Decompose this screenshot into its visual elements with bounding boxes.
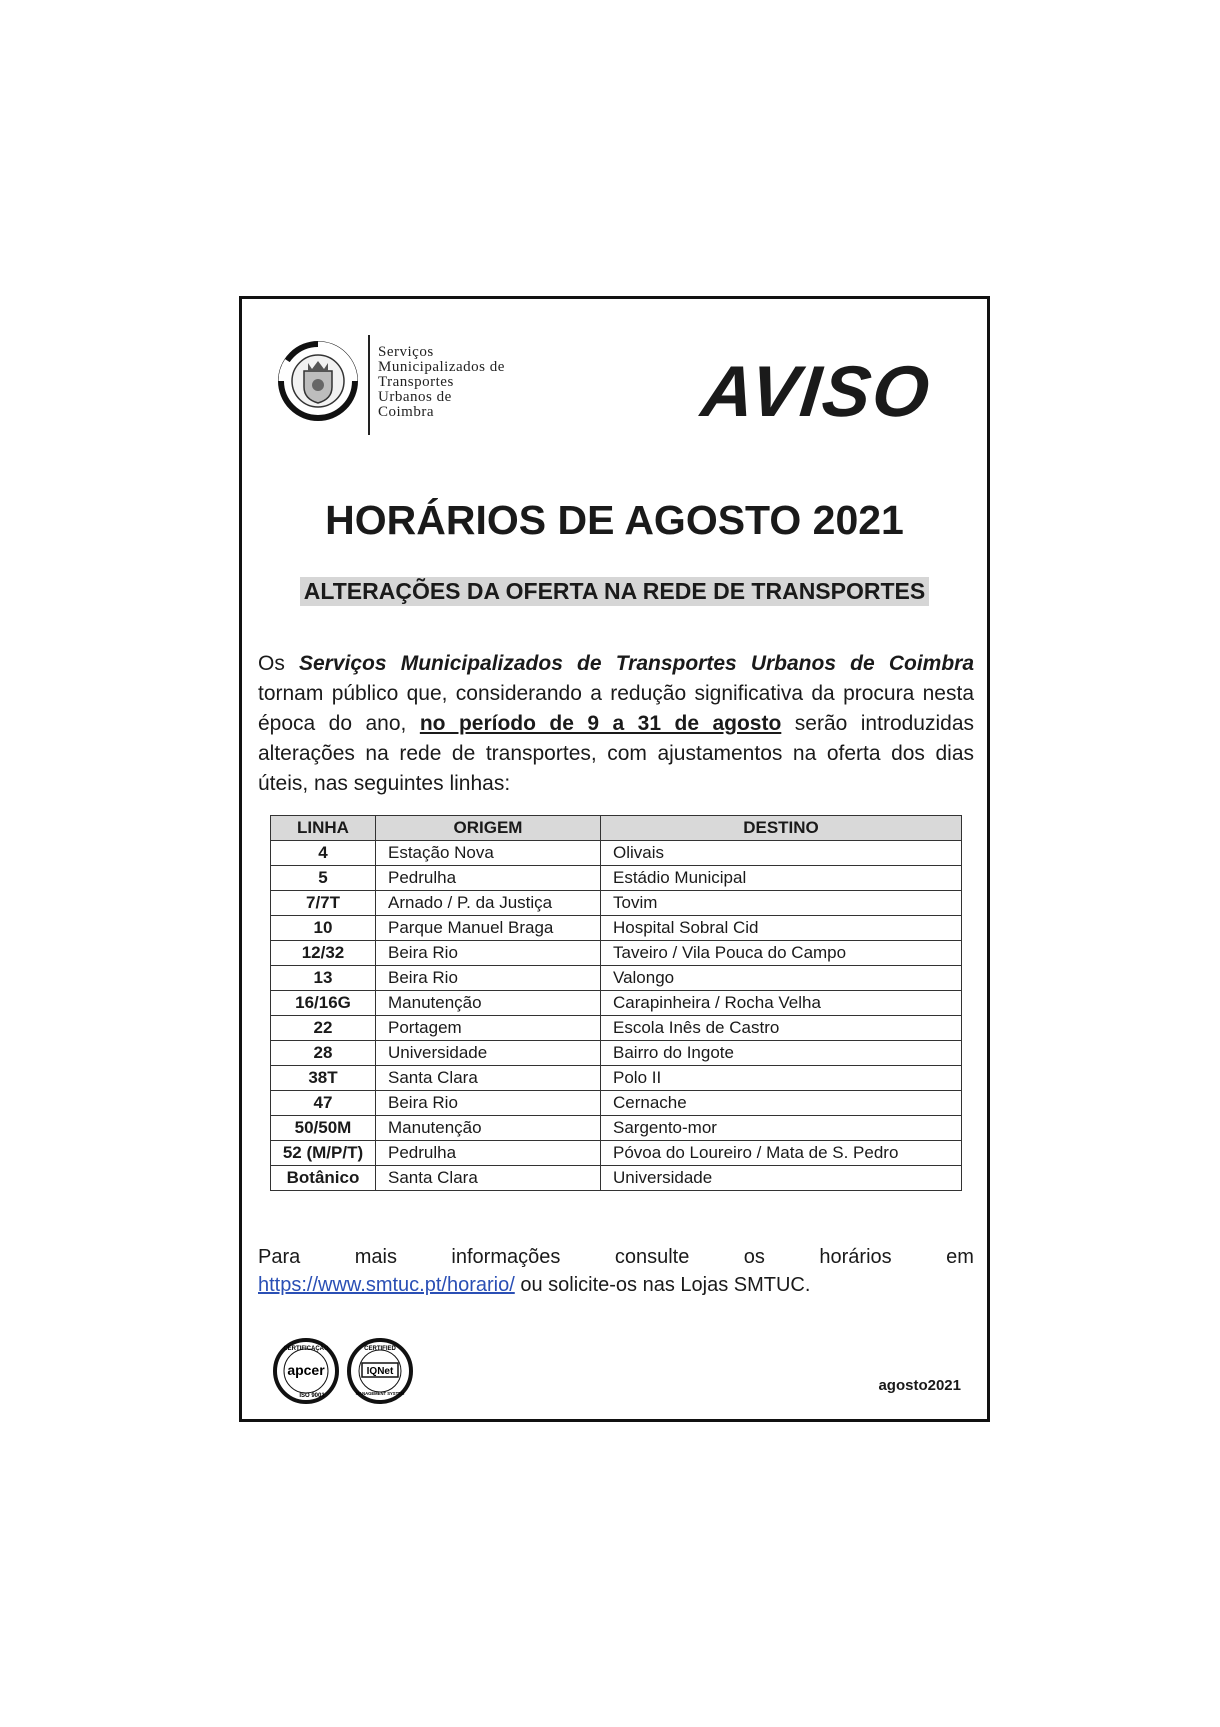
table-row [271,1141,962,1166]
organization-name: Serviços Municipalizados de Transportes Urbanos de Coimbra [299,652,975,675]
table-row [271,1166,962,1191]
destination-cell: Carapinheira / Rocha Velha [601,991,962,1016]
footer-word: em [946,1246,974,1268]
line-cell: 16/16G [271,991,376,1016]
apcer-main-text: apcer [287,1362,325,1378]
intro-text: tornam público que, considerando a redução significativa da procura nesta época do ano, [258,682,974,735]
period-highlight: no período de 9 a 31 de agosto [419,712,782,735]
line-cell: 47 [271,1091,376,1116]
table-row [271,941,962,966]
line-cell: 12/32 [271,941,376,966]
intro-text: Os [258,652,299,675]
origin-cell: Beira Rio [376,966,601,991]
footer-word: informações [451,1246,561,1268]
destination-cell: Olivais [601,841,962,866]
footer-word: consulte [614,1246,690,1268]
line-cell: 52 (M/P/T) [271,1141,376,1166]
table-row [271,891,962,916]
apcer-top-text: CERTIFICAÇÃO [283,1346,329,1352]
table-row [271,841,962,866]
origin-cell: Santa Clara [376,1166,601,1191]
origin-cell: Parque Manuel Braga [376,916,601,941]
table-row [271,1116,962,1141]
table-row [271,1016,962,1041]
footer-word: os [743,1246,765,1268]
footer-word: Para [258,1246,301,1268]
iqnet-top-text: CERTIFIED [364,1346,396,1352]
column-header: LINHA [271,816,376,841]
footer-line [258,1271,974,1299]
origin-cell: Beira Rio [376,941,601,966]
table-row [271,1066,962,1091]
footer-word: mais [354,1246,397,1268]
table-row [271,1091,962,1116]
destination-cell: Póvoa do Loureiro / Mata de S. Pedro [601,1141,962,1166]
line-cell: Botânico [271,1166,376,1191]
line-cell: 10 [271,916,376,941]
origin-cell: Manutenção [376,991,601,1016]
schedule-link[interactable]: https://www.smtuc.pt/horario/ [258,1274,515,1296]
destination-cell: Polo II [601,1066,962,1091]
table-header-row [271,816,962,841]
logo-text [378,345,505,420]
destination-cell: Sargento-mor [601,1116,962,1141]
logo-line: Serviços [378,344,434,360]
origin-cell: Universidade [376,1041,601,1066]
line-cell: 5 [271,866,376,891]
apcer-bottom-text: ISO 9001 [299,1393,325,1399]
destination-cell: Escola Inês de Castro [601,1016,962,1041]
footer-word: horários [819,1246,892,1268]
origin-cell: Santa Clara [376,1066,601,1091]
table-row [271,866,962,891]
line-cell: 28 [271,1041,376,1066]
destination-cell: Bairro do Ingote [601,1041,962,1066]
logo-line: Urbanos de [378,389,452,405]
intro-paragraph [258,649,974,799]
table-row [271,966,962,991]
footer-text: ou solicite-os nas Lojas SMTUC. [514,1274,811,1296]
footer-line [258,1243,974,1271]
logo-line: Transportes [378,374,454,390]
certification-logos [272,1337,422,1407]
destination-cell: Taveiro / Vila Pouca do Campo [601,941,962,966]
line-cell: 7/7T [271,891,376,916]
column-header: ORIGEM [376,816,601,841]
origin-cell: Beira Rio [376,1091,601,1116]
origin-cell: Arnado / P. da Justiça [376,891,601,916]
coat-of-arms-icon [278,341,358,421]
page-title: HORÁRIOS DE AGOSTO 2021 [325,497,904,543]
date-stamp: agosto2021 [878,1377,961,1394]
page-subtitle: ALTERAÇÕES DA OFERTA NA REDE DE TRANSPORTES [300,577,929,606]
notice-frame [239,296,990,1422]
iqnet-icon [346,1337,414,1405]
destination-cell: Tovim [601,891,962,916]
table-row [271,916,962,941]
origin-cell: Manutenção [376,1116,601,1141]
table-row [271,991,962,1016]
apcer-iso-icon [272,1337,340,1405]
smtuc-logo [278,335,548,435]
destination-cell: Universidade [601,1166,962,1191]
line-cell: 22 [271,1016,376,1041]
line-cell: 13 [271,966,376,991]
table-row [271,1041,962,1066]
origin-cell: Pedrulha [376,1141,601,1166]
iqnet-main-text: IQNet [366,1366,394,1377]
line-cell: 4 [271,841,376,866]
line-cell: 38T [271,1066,376,1091]
column-header: DESTINO [601,816,962,841]
subtitle-wrap [242,577,987,606]
destination-cell: Cernache [601,1091,962,1116]
logo-line: Municipalizados de [378,359,505,375]
intro-text: serão introduzidas alterações na rede de transportes, com ajustamentos na oferta dos dias úteis, nas seguintes linhas: [258,712,975,795]
logo-line: Coimbra [378,404,434,420]
iqnet-bottom-text: MANAGEMENT SYSTEM [355,1391,405,1396]
destination-cell: Estádio Municipal [601,866,962,891]
origin-cell: Pedrulha [376,866,601,891]
origin-cell: Portagem [376,1016,601,1041]
destination-cell: Hospital Sobral Cid [601,916,962,941]
line-cell: 50/50M [271,1116,376,1141]
logo-divider [368,335,370,435]
aviso-heading: AVISO [697,352,935,432]
destination-cell: Valongo [601,966,962,991]
origin-cell: Estação Nova [376,841,601,866]
routes-table [270,815,962,1191]
footer-paragraph [258,1243,974,1299]
